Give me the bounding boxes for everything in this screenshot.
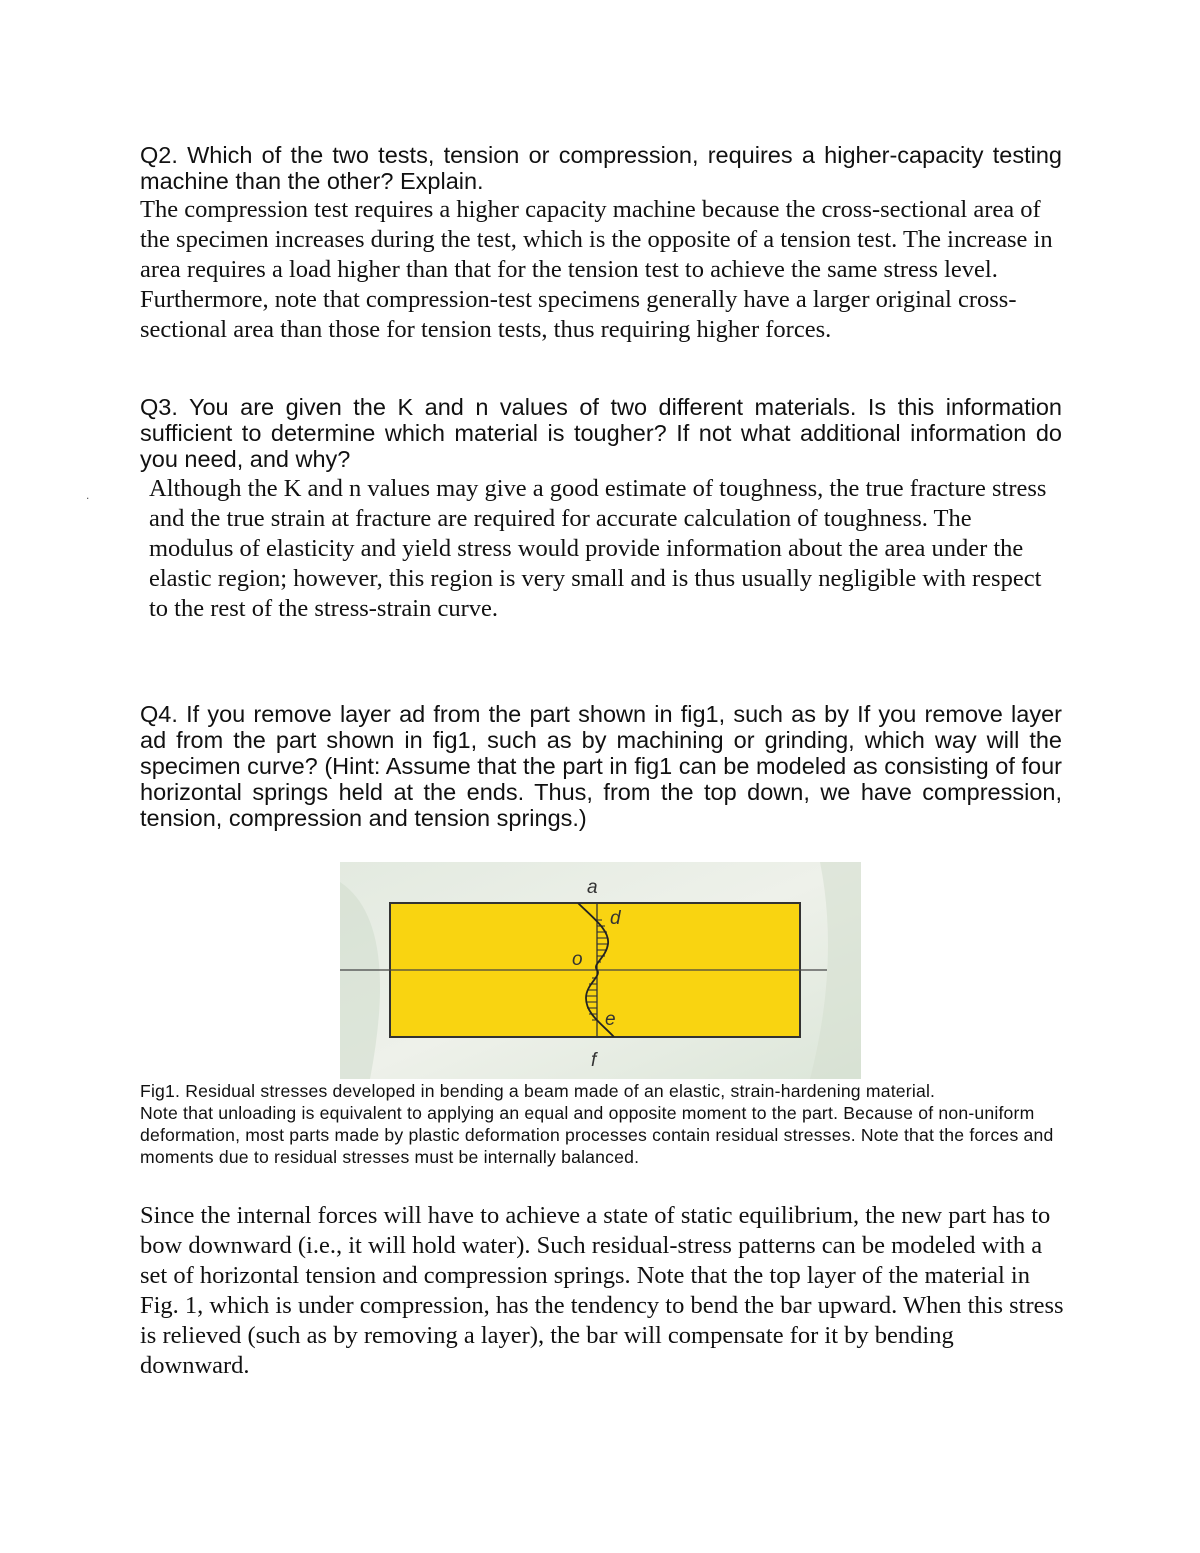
q4-question: Q4. If you remove layer ad from the part shown in fig1, such as by If you remove layer ad from the part shown in fig1, such as by machining or grinding, which way will the specimen curve? (Hint: Assume that the part in fig1 can be modeled as consisting of four horizontal springs held at the ends. Thus, from the top down, we have compression, tension, compression and tension springs.) <box>140 701 1062 831</box>
residual-stress-figure <box>340 862 861 1079</box>
q3-question: Q3. You are given the K and n values of two different materials. Is this information sufficient to determine which material is tougher? If not what additional information do you need, and why? <box>140 394 1062 472</box>
q4-answer: Since the internal forces will have to achieve a state of static equilibrium, the new part has to bow downward (i.e., it will hold water). Such residual-stress patterns can be modeled with a set of horizontal tension and compression springs. Note that the top layer of the material in Fig. 1, which is under compression, has the tendency to bend the bar upward. When this stress is relieved (such as by removing a layer), the bar will compensate for it by bending downward. <box>140 1202 1064 1379</box>
label-o: o <box>572 949 583 970</box>
q2-question: Q2. Which of the two tests, tension or compression, requires a higher-capacity testing machine than the other? Explain. <box>140 142 1062 194</box>
stray-mark: . <box>86 488 90 502</box>
q2-answer: The compression test requires a higher capacity machine because the cross-sectional area of the specimen increases during the test, which is the opposite of a tension test. The increase in area requires a load higher than that for the tension test to achieve the same stress level. Furthermore, note that compression-test specimens generally have a larger original cross-sectional area than those for tension tests, thus requiring higher forces. <box>140 196 1053 343</box>
label-a: a <box>587 877 598 898</box>
label-f: f <box>591 1050 597 1071</box>
figure-caption-title: Fig1. Residual stresses developed in bending a beam made of an elastic, strain-hardening material. <box>140 1081 936 1101</box>
q3-answer: Although the K and n values may give a good estimate of toughness, the true fracture stress and the true strain at fracture are required for accurate calculation of toughness. The modulus of elasticity and yield stress would provide information about the area under the elastic region; however, this region is very small and is thus usually negligible with respect to the rest of the stress-strain curve. <box>149 475 1047 622</box>
figure-caption <box>140 1080 1065 1168</box>
label-d: d <box>610 908 621 929</box>
label-e: e <box>605 1009 616 1030</box>
figure-caption-text: Note that unloading is equivalent to applying an equal and opposite moment to the part. Because of non-uniform deformation, most parts made by plastic deformation processes contain residual stresses. Note that the forces and moments due to residual stresses must be internally balanced. <box>140 1103 1054 1167</box>
